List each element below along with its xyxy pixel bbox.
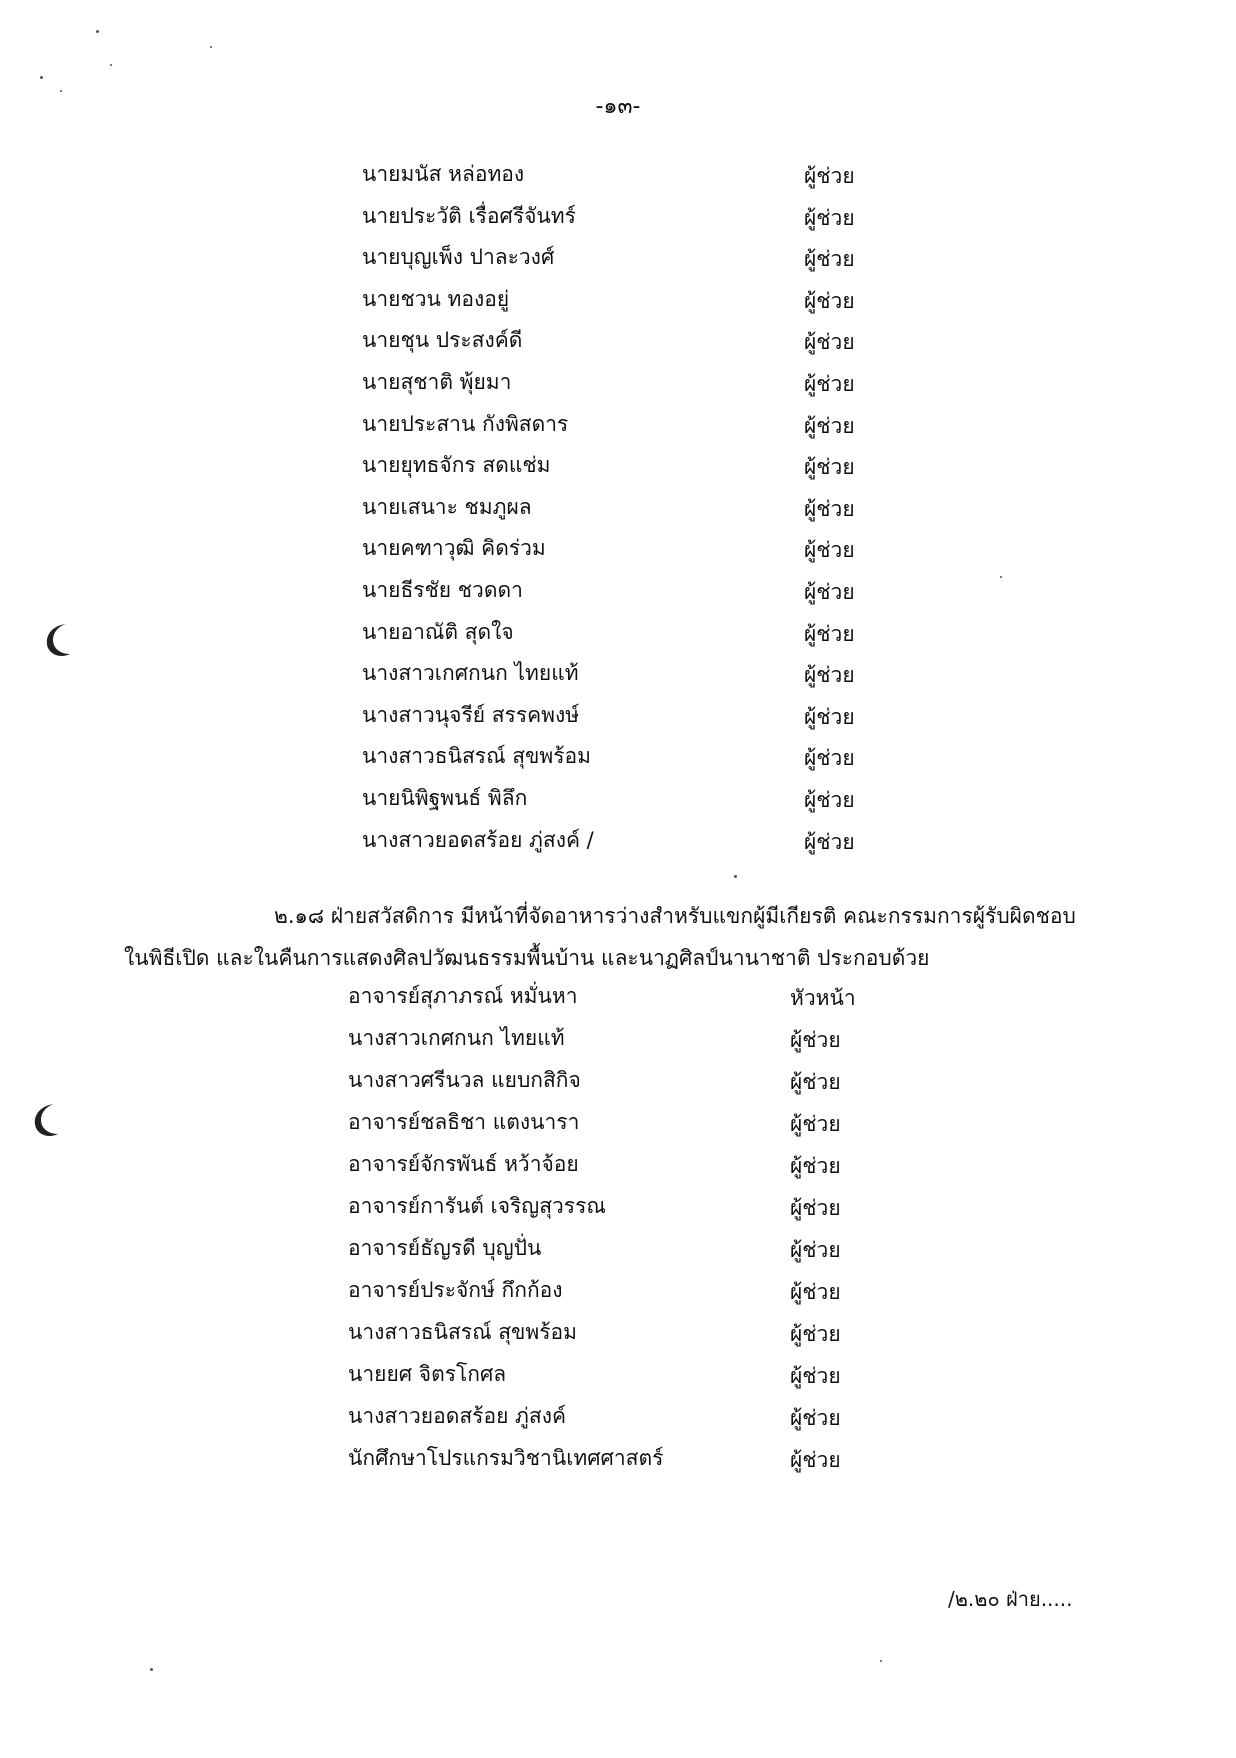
punch-hole-mark bbox=[28, 1100, 62, 1140]
scan-speck bbox=[96, 30, 99, 33]
list-item bbox=[0, 532, 1236, 572]
member-name: นักศึกษาโปรแกรมวิชานิเทศศาสตร์ bbox=[348, 1446, 664, 1470]
list-item bbox=[0, 1232, 1236, 1272]
member-role: ผู้ช่วย bbox=[790, 1070, 841, 1094]
member-role: ผู้ช่วย bbox=[804, 247, 855, 272]
member-role: ผู้ช่วย bbox=[804, 746, 855, 771]
section-heading-line-2: ในพิธีเปิด และในคืนการแสดงศิลปวัฒนธรรมพื้นบ้าน และนาฏศิลป์นานาชาติ ประกอบด้วย bbox=[124, 946, 930, 970]
member-role: ผู้ช่วย bbox=[790, 1028, 841, 1052]
list-item bbox=[0, 408, 1236, 448]
list-item bbox=[0, 158, 1236, 198]
list-item bbox=[0, 324, 1236, 364]
list-item bbox=[0, 574, 1236, 614]
member-role: ผู้ช่วย bbox=[790, 1238, 841, 1262]
scan-speck bbox=[880, 1660, 882, 1662]
member-role: ผู้ช่วย bbox=[804, 455, 855, 480]
member-name: นายคฑาวุฒิ คิดร่วม bbox=[362, 536, 546, 561]
scan-speck bbox=[210, 46, 212, 48]
member-name: นางสาวยอดสร้อย ภู่สงค์ / bbox=[362, 827, 594, 852]
member-role: ผู้ช่วย bbox=[804, 496, 855, 521]
member-role: ผู้ช่วย bbox=[804, 205, 855, 230]
member-role: ผู้ช่วย bbox=[804, 829, 855, 854]
member-role: ผู้ช่วย bbox=[804, 413, 855, 438]
member-role: ผู้ช่วย bbox=[804, 538, 855, 563]
list-item bbox=[0, 283, 1236, 323]
list-item bbox=[0, 449, 1236, 489]
member-name: นายสุชาติ พุ้ยมา bbox=[362, 370, 512, 394]
list-item bbox=[0, 1022, 1236, 1062]
member-name: นางสาวนุจรีย์ สรรคพงษ์ bbox=[362, 702, 580, 727]
list-item bbox=[0, 1148, 1236, 1188]
list-item bbox=[0, 616, 1236, 656]
page-number: -๑๓- bbox=[595, 94, 641, 119]
member-role: ผู้ช่วย bbox=[804, 372, 855, 396]
member-name: อาจารย์ชลธิชา แตงนารา bbox=[348, 1110, 580, 1134]
list-item bbox=[0, 782, 1236, 822]
member-name: อาจารย์สุภาภรณ์ หมั่นหา bbox=[348, 984, 578, 1008]
member-name: นายมนัส หล่อทอง bbox=[362, 162, 525, 186]
list-item bbox=[0, 1064, 1236, 1104]
member-role: ผู้ช่วย bbox=[804, 288, 855, 313]
member-name: นายเสนาะ ชมภูผล bbox=[362, 494, 532, 519]
member-name: นางสาวศรีนวล แยบกสิกิจ bbox=[348, 1068, 581, 1092]
member-name: นางสาวเกศกนก ไทยแท้ bbox=[362, 661, 579, 686]
member-name: อาจารย์ประจักษ์ กึกก้อง bbox=[348, 1278, 563, 1302]
list-item bbox=[0, 699, 1236, 739]
member-name: อาจารย์การันต์ เจริญสุวรรณ bbox=[348, 1194, 606, 1218]
list-item bbox=[0, 1400, 1236, 1440]
list-item bbox=[0, 491, 1236, 531]
list-item bbox=[0, 241, 1236, 281]
member-role: ผู้ช่วย bbox=[804, 164, 855, 188]
member-name: นางสาวธนิสรณ์ สุขพร้อม bbox=[348, 1320, 577, 1344]
member-name: นายอาณัติ สุดใจ bbox=[362, 619, 514, 644]
list-item bbox=[0, 200, 1236, 240]
list-item bbox=[0, 740, 1236, 780]
member-role: ผู้ช่วย bbox=[804, 621, 855, 646]
member-role: ผู้ช่วย bbox=[790, 1112, 841, 1136]
member-name: นายนิพิฐพนธ์ พิลึก bbox=[362, 786, 528, 810]
member-name: นางสาวยอดสร้อย ภู่สงค์ bbox=[348, 1404, 567, 1428]
list-item bbox=[0, 1358, 1236, 1398]
member-role: ผู้ช่วย bbox=[804, 580, 855, 604]
member-name: อาจารย์จักรพันธ์ หว้าจ้อย bbox=[348, 1152, 579, 1176]
member-name: นายยุทธจักร สดแช่ม bbox=[362, 453, 551, 478]
member-role: ผู้ช่วย bbox=[790, 1364, 841, 1388]
member-role: ผู้ช่วย bbox=[790, 1322, 841, 1346]
member-name: นางสาวธนิสรณ์ สุขพร้อม bbox=[362, 744, 591, 769]
section-heading-line-1: ๒.๑๘ ฝ่ายสวัสดิการ มีหน้าที่จัดอาหารว่างสำหรับแขกผู้มีเกียรติ คณะกรรมการผู้รับผิดชอบ bbox=[274, 904, 1076, 928]
continuation-note: /๒.๒๐ ฝ่าย..... bbox=[948, 1587, 1073, 1611]
scan-speck bbox=[150, 1668, 153, 1671]
list-item bbox=[0, 1274, 1236, 1314]
list-item bbox=[0, 366, 1236, 406]
list-item bbox=[0, 824, 1236, 864]
member-name: นายบุญเพ็ง ปาละวงศ์ bbox=[362, 245, 555, 270]
member-role: ผู้ช่วย bbox=[790, 1196, 841, 1220]
list-item bbox=[0, 657, 1236, 697]
scan-speck bbox=[734, 875, 737, 878]
member-role: ผู้ช่วย bbox=[790, 1406, 841, 1430]
member-role: ผู้ช่วย bbox=[804, 663, 855, 688]
member-role: หัวหน้า bbox=[790, 986, 856, 1010]
member-role: ผู้ช่วย bbox=[790, 1154, 841, 1178]
list-item bbox=[0, 980, 1236, 1020]
member-name: นายประสาน กังพิสดาร bbox=[362, 411, 569, 436]
member-name: นายชุน ประสงค์ดี bbox=[362, 328, 523, 353]
member-name: อาจารย์ธัญรดี บุญปั่น bbox=[348, 1236, 542, 1260]
member-role: ผู้ช่วย bbox=[804, 330, 855, 355]
scan-speck bbox=[110, 64, 112, 66]
scan-speck bbox=[60, 90, 62, 92]
member-role: ผู้ช่วย bbox=[804, 788, 855, 812]
member-name: นายชวน ทองอยู่ bbox=[362, 286, 510, 311]
list-item bbox=[0, 1190, 1236, 1230]
scan-speck bbox=[1000, 576, 1002, 578]
scan-speck bbox=[40, 76, 43, 79]
list-item bbox=[0, 1316, 1236, 1356]
list-item bbox=[0, 1442, 1236, 1482]
member-name: นางสาวเกศกนก ไทยแท้ bbox=[348, 1026, 565, 1050]
member-name: นายประวัติ เรื่อศรีจันทร์ bbox=[362, 203, 576, 228]
punch-hole-mark bbox=[40, 620, 74, 660]
member-name: นายธีรชัย ชวดดา bbox=[362, 578, 523, 602]
member-role: ผู้ช่วย bbox=[804, 704, 855, 729]
member-name: นายยศ จิตรโกศล bbox=[348, 1362, 507, 1386]
list-item bbox=[0, 1106, 1236, 1146]
member-role: ผู้ช่วย bbox=[790, 1448, 841, 1472]
member-role: ผู้ช่วย bbox=[790, 1280, 841, 1304]
